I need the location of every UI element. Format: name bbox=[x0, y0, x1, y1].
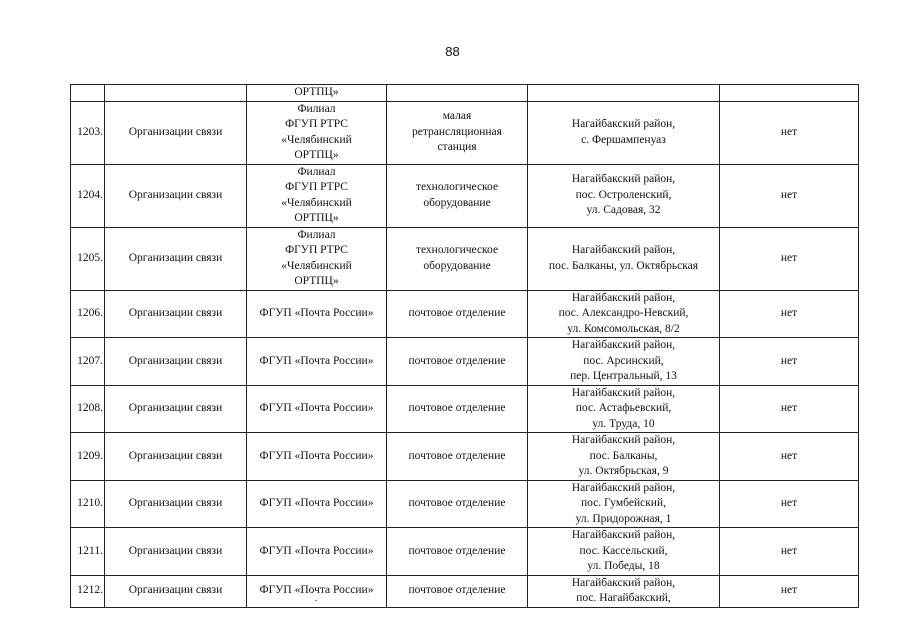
cell-owner bbox=[247, 101, 387, 164]
cell-status-text: нет bbox=[780, 497, 798, 509]
cell-address bbox=[528, 227, 720, 290]
object-line: почтовое отделение bbox=[408, 449, 506, 462]
address-line: пер. Центральный, 13 bbox=[570, 370, 677, 382]
address-line: пос. Гумбейский, bbox=[581, 497, 666, 509]
cell-category bbox=[105, 433, 247, 481]
cell-address bbox=[528, 575, 720, 607]
cell-status-text: нет bbox=[780, 402, 798, 414]
owner-line: ФГУП РТРС bbox=[285, 118, 348, 130]
cell-number-text: 1204. bbox=[77, 188, 103, 201]
cell-address bbox=[528, 85, 720, 102]
cell-status-text: нет bbox=[780, 584, 798, 597]
cell-status bbox=[720, 290, 859, 338]
table-row bbox=[71, 338, 859, 386]
address-line: ул. Победы, 18 bbox=[587, 560, 660, 572]
object-line: почтовое отделение bbox=[408, 354, 506, 367]
table-row bbox=[71, 164, 859, 227]
cell-object bbox=[387, 528, 528, 576]
address-line: пос. Астафьевский, bbox=[575, 402, 672, 414]
cell-category bbox=[105, 227, 247, 290]
cell-object bbox=[387, 433, 528, 481]
object-line: оборудование bbox=[423, 259, 491, 272]
cell-status-text: нет bbox=[780, 125, 798, 138]
cell-number bbox=[71, 290, 105, 338]
address-line: Нагайбакский район, bbox=[571, 291, 676, 304]
cell-category-text: Организации связи bbox=[128, 188, 223, 201]
address-line: пос. Остроленский, bbox=[575, 188, 672, 201]
cell-object bbox=[387, 101, 528, 164]
table-body bbox=[71, 85, 859, 608]
table-row bbox=[71, 528, 859, 576]
cell-number-text: 1206. bbox=[77, 307, 103, 319]
object-line: почтовое отделение bbox=[408, 544, 506, 557]
cell-status bbox=[720, 227, 859, 290]
cell-status bbox=[720, 385, 859, 433]
cell-category-text: Организации связи bbox=[128, 307, 223, 319]
cell-object bbox=[387, 385, 528, 433]
table-row-carryover bbox=[71, 85, 859, 102]
owner-line: ФГУП «Почта России» bbox=[259, 354, 374, 367]
object-line: ретрансляционная bbox=[412, 125, 502, 138]
cell-object bbox=[387, 575, 528, 607]
owner-line: ФГУП «Почта России» bbox=[259, 497, 374, 509]
cell-status bbox=[720, 164, 859, 227]
cell-number bbox=[71, 227, 105, 290]
cell-address bbox=[528, 164, 720, 227]
cell-category-text: Организации связи bbox=[128, 402, 223, 414]
owner-line: «Челябинский bbox=[281, 196, 352, 209]
cell-object bbox=[387, 290, 528, 338]
cell-number bbox=[71, 575, 105, 607]
cell-owner bbox=[247, 338, 387, 386]
cell-number bbox=[71, 433, 105, 481]
table-row bbox=[71, 101, 859, 164]
cell-status-text: нет bbox=[780, 354, 798, 367]
cell-category-text: Организации связи bbox=[128, 497, 223, 509]
object-line: оборудование bbox=[423, 196, 491, 209]
cell-category bbox=[105, 480, 247, 528]
object-line: малая bbox=[442, 110, 472, 123]
cell-address bbox=[528, 101, 720, 164]
cell-number bbox=[71, 528, 105, 576]
cell-number-text: 1208. bbox=[77, 402, 103, 414]
page-speck bbox=[315, 600, 317, 601]
cell-owner bbox=[247, 290, 387, 338]
cell-owner bbox=[247, 227, 387, 290]
cell-status bbox=[720, 528, 859, 576]
address-line: пос. Балканы, bbox=[589, 449, 658, 462]
cell-status-text: нет bbox=[780, 449, 798, 462]
owner-line: Филиал bbox=[297, 228, 336, 241]
cell-owner bbox=[247, 433, 387, 481]
cell-number-text: 1203. bbox=[77, 125, 103, 138]
address-line: ул. Октябрьская, 9 bbox=[578, 465, 669, 477]
table-row bbox=[71, 290, 859, 338]
cell-object bbox=[387, 164, 528, 227]
address-line: с. Фершампенуаз bbox=[581, 133, 666, 146]
address-line: ул. Придорожная, 1 bbox=[575, 512, 672, 525]
address-line: Нагайбакский район, bbox=[571, 339, 676, 351]
cell-owner bbox=[247, 480, 387, 528]
cell-number-text: 1212. bbox=[77, 584, 103, 597]
cell-object bbox=[387, 480, 528, 528]
owner-line: ФГУП «Почта России» bbox=[259, 307, 374, 319]
cell-object bbox=[387, 338, 528, 386]
cell-address bbox=[528, 290, 720, 338]
address-line: пос. Нагайбакский, bbox=[576, 592, 671, 604]
owner-line: ФГУП РТРС bbox=[285, 244, 348, 256]
registry-table bbox=[70, 84, 859, 608]
owner-line: «Челябинский bbox=[281, 133, 352, 146]
cell-owner bbox=[247, 575, 387, 607]
owner-line: ОРТПЦ» bbox=[294, 212, 339, 224]
cell-number-text: 1209. bbox=[77, 449, 103, 462]
table-row bbox=[71, 227, 859, 290]
object-line: почтовое отделение bbox=[408, 402, 506, 414]
cell-category-text: Организации связи bbox=[128, 449, 223, 462]
cell-status-text: нет bbox=[780, 188, 798, 201]
cell-status bbox=[720, 338, 859, 386]
cell-number bbox=[71, 480, 105, 528]
cell-status bbox=[720, 480, 859, 528]
cell-category bbox=[105, 85, 247, 102]
address-line: пос. Кассельский, bbox=[579, 544, 668, 557]
cell-number bbox=[71, 101, 105, 164]
cell-category bbox=[105, 164, 247, 227]
cell-address bbox=[528, 480, 720, 528]
address-line: ул. Труда, 10 bbox=[592, 417, 655, 430]
object-line: почтовое отделение bbox=[408, 584, 506, 597]
owner-line: ОРТПЦ» bbox=[294, 86, 339, 98]
owner-line: ФГУП «Почта России» bbox=[259, 584, 374, 597]
cell-category bbox=[105, 528, 247, 576]
cell-category-text: Организации связи bbox=[128, 251, 223, 264]
table-row bbox=[71, 480, 859, 528]
cell-number-text: 1210. bbox=[77, 497, 103, 509]
owner-line: ФГУП РТРС bbox=[285, 181, 348, 193]
owner-line: Филиал bbox=[297, 102, 336, 115]
address-line: Нагайбакский район, bbox=[571, 481, 676, 494]
cell-category-text: Организации связи bbox=[128, 125, 223, 138]
owner-line: ФГУП «Почта России» bbox=[259, 449, 374, 462]
owner-line: ФГУП «Почта России» bbox=[259, 402, 374, 414]
cell-status-text: нет bbox=[780, 251, 798, 264]
cell-owner bbox=[247, 164, 387, 227]
cell-address bbox=[528, 385, 720, 433]
address-line: Нагайбакский район, bbox=[571, 529, 676, 541]
object-line: технологическое bbox=[415, 244, 499, 256]
address-line: Нагайбакский район, bbox=[571, 576, 676, 589]
owner-line: ФГУП «Почта России» bbox=[259, 544, 374, 557]
cell-number-text: 1207. bbox=[77, 354, 103, 367]
cell-object bbox=[387, 85, 528, 102]
object-line: почтовое отделение bbox=[408, 307, 506, 319]
address-line: Нагайбакский район, bbox=[571, 386, 676, 399]
cell-category-text: Организации связи bbox=[128, 354, 223, 367]
address-line: Нагайбакский район, bbox=[571, 434, 676, 446]
cell-category-text: Организации связи bbox=[128, 544, 223, 557]
owner-line: «Челябинский bbox=[281, 259, 352, 272]
cell-category-text: Организации связи bbox=[128, 584, 223, 597]
address-line: ул. Садовая, 32 bbox=[586, 204, 661, 217]
object-line: технологическое bbox=[415, 181, 499, 193]
cell-status bbox=[720, 575, 859, 607]
cell-status bbox=[720, 85, 859, 102]
cell-owner bbox=[247, 528, 387, 576]
cell-category bbox=[105, 385, 247, 433]
address-line: пос. Балканы, ул. Октябрьская bbox=[548, 259, 699, 272]
cell-owner bbox=[247, 385, 387, 433]
cell-status bbox=[720, 101, 859, 164]
cell-number bbox=[71, 164, 105, 227]
address-line: Нагайбакский район, bbox=[571, 118, 676, 130]
cell-status-text: нет bbox=[780, 544, 798, 557]
page-number: 88 bbox=[445, 44, 460, 59]
cell-number-text: 1205. bbox=[77, 251, 103, 264]
cell-category bbox=[105, 338, 247, 386]
owner-line: ОРТПЦ» bbox=[294, 275, 339, 287]
cell-category bbox=[105, 101, 247, 164]
owner-line: ОРТПЦ» bbox=[294, 149, 339, 161]
object-line: станция bbox=[437, 141, 477, 154]
cell-number bbox=[71, 385, 105, 433]
address-line: пос. Арсинский, bbox=[583, 354, 664, 367]
address-line: ул. Комсомольская, 8/2 bbox=[567, 322, 680, 335]
cell-object bbox=[387, 227, 528, 290]
owner-line: Филиал bbox=[297, 165, 336, 178]
cell-category bbox=[105, 575, 247, 607]
cell-address bbox=[528, 528, 720, 576]
address-line: Нагайбакский район, bbox=[571, 173, 676, 186]
cell-number bbox=[71, 85, 105, 102]
table-row bbox=[71, 433, 859, 481]
cell-address bbox=[528, 338, 720, 386]
cell-number-text: 1211. bbox=[77, 544, 103, 557]
object-line: почтовое отделение bbox=[408, 497, 506, 509]
address-line: пос. Александро-Невский, bbox=[558, 307, 689, 319]
cell-status bbox=[720, 433, 859, 481]
table-row bbox=[71, 575, 859, 607]
cell-category bbox=[105, 290, 247, 338]
address-line: Нагайбакский район, bbox=[571, 244, 676, 256]
cell-number bbox=[71, 338, 105, 386]
table-row bbox=[71, 385, 859, 433]
cell-status-text: нет bbox=[780, 307, 798, 319]
cell-owner bbox=[247, 85, 387, 102]
cell-address bbox=[528, 433, 720, 481]
